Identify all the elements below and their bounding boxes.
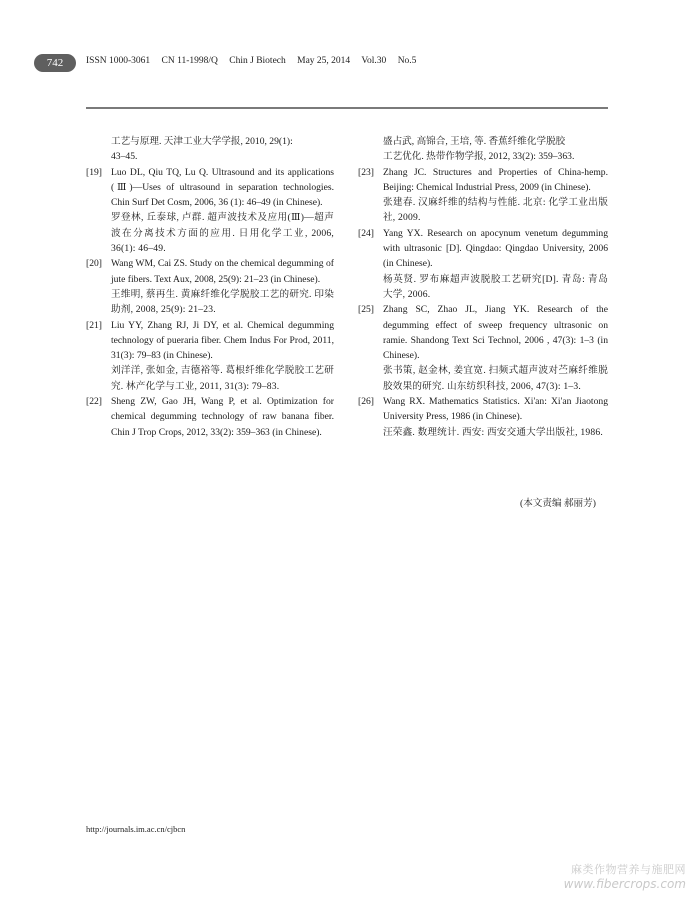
reference-entry — [86, 318, 334, 394]
watermark — [564, 863, 686, 891]
continuation-line: 43–45. — [111, 151, 138, 163]
reference-entry — [86, 256, 334, 317]
running-header — [86, 56, 425, 66]
reference-chinese: 王维明, 蔡再生. 黄麻纤维化学脱胶工艺的研究. 印染助剂, 2008, 25(9): 21–23. — [111, 288, 334, 316]
page-number-badge: 742 — [34, 54, 76, 72]
header-rule — [86, 107, 608, 109]
reference-number: [24] — [358, 227, 374, 239]
reference-english: Wang WM, Cai ZS. Study on the chemical degumming of jute fibers. Text Aux, 2008, 25(9): 21–23 (in Chinese). — [111, 258, 334, 285]
continuation-block — [358, 134, 608, 165]
reference-number: [25] — [358, 304, 374, 316]
left-column — [86, 134, 334, 440]
volume: Vol.30 — [361, 56, 387, 66]
continuation-block — [86, 134, 334, 165]
reference-entry — [86, 165, 334, 257]
journal-name: Chin J Biotech — [229, 56, 286, 66]
reference-chinese: 杨英贤. 罗布麻超声波脱胶工艺研究[D]. 青岛: 青岛大学, 2006. — [383, 273, 608, 300]
issue: No.5 — [397, 56, 417, 66]
issn: ISSN 1000-3061 — [86, 56, 151, 66]
reference-english: Zhang SC, Zhao JL, Jiang YK. Research of the degumming effect of sweep frequency ultrasonic on ramie. Shandong Text Sci Technol, 2006 , 47(3): 1–3 (in Chinese). — [383, 304, 608, 362]
reference-english: Liu YY, Zhang RJ, Ji DY, et al. Chemical degumming technology of pueraria fiber. Chem Indus For Prod, 2011, 31(3): 79–83 (in Chinese). — [111, 319, 334, 362]
reference-number: [23] — [358, 166, 374, 178]
reference-english: Yang YX. Research on apocynum venetum degumming with ultrasonic [D]. Qingdao: Qingdao University, 2006 (in Chinese). — [383, 227, 608, 270]
cn-number: CN 11-1998/Q — [161, 56, 218, 66]
editor-note: (本文责编 郝丽芳) — [520, 498, 596, 509]
footer-url: http://journals.im.ac.cn/cjbcn — [86, 824, 186, 834]
continuation-line: 工艺与原理. 天津工业大学学报, 2010, 29(1): — [111, 136, 293, 147]
reference-number: [19] — [86, 166, 102, 178]
reference-entry — [358, 302, 608, 394]
reference-english: Zhang JC. Structures and Properties of China-hemp. Beijing: Chemical Industrial Press, 2009 (in Chinese). — [383, 166, 608, 193]
reference-number: [20] — [86, 258, 102, 270]
reference-number: [26] — [358, 396, 374, 408]
reference-number: [22] — [86, 396, 102, 408]
reference-entry — [358, 226, 608, 302]
right-column — [358, 134, 608, 440]
reference-english: Wang RX. Mathematics Statistics. Xi'an: Xi'an Jiaotong University Press, 1986 (in Chinese). — [383, 396, 608, 423]
reference-english: Luo DL, Qiu TQ, Lu Q. Ultrasound and its applications (Ⅲ)—Uses of ultrasound in separation technologies. Chin Surf Det Cosm, 2006, 36 (1): 46–49 (in Chinese). — [111, 166, 334, 209]
reference-chinese: 罗登林, 丘泰球, 卢群. 超声波技术及应用(Ⅲ)—超声波在分离技术方面的应用. 日用化学工业, 2006, 36(1): 46–49. — [111, 212, 334, 255]
reference-entry — [86, 394, 334, 440]
reference-entry — [358, 394, 608, 440]
reference-chinese: 汪荣鑫. 数理统计. 西安: 西安交通大学出版社, 1986. — [383, 426, 603, 438]
reference-number: [21] — [86, 319, 102, 331]
reference-chinese: 刘洋洋, 张如金, 吉德裕等. 葛根纤维化学脱胶工艺研究. 林产化学与工业, 2011, 31(3): 79–83. — [111, 365, 334, 392]
continuation-line: 盛占武, 高锦合, 王培, 等. 香蕉纤维化学脱胶 — [383, 136, 566, 147]
continuation-line: 工艺优化. 热带作物学报, 2012, 33(2): 359–363. — [383, 151, 575, 163]
watermark-title: 麻类作物营养与施肥网 — [571, 863, 686, 876]
reference-english: Sheng ZW, Gao JH, Wang P, et al. Optimization for chemical degumming technology of raw banana fiber. Chin J Trop Crops, 2012, 33(2): 359–363 (in Chinese). — [111, 396, 334, 438]
reference-chinese: 张建春. 汉麻纤维的结构与性能. 北京: 化学工业出版社, 2009. — [383, 197, 608, 224]
publication-date: May 25, 2014 — [297, 56, 351, 66]
reference-chinese: 张书策, 赵金林, 姜宜宽. 扫频式超声波对苎麻纤维脱胶效果的研究. 山东纺织科技, 2006, 47(3): 1–3. — [383, 365, 608, 392]
reference-entry — [358, 165, 608, 226]
watermark-url: www.fibercrops.com — [563, 877, 686, 891]
